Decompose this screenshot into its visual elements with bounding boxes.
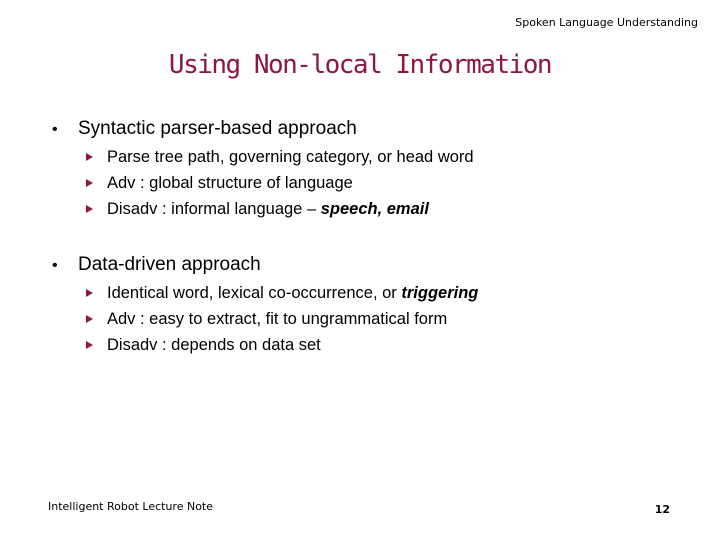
sub-bullet-text: Adv : easy to extract, fit to ungrammatical form (107, 310, 448, 328)
section-heading: Syntactic parser-based approach (78, 118, 357, 139)
triangle-bullet-icon (86, 341, 93, 349)
sub-bullet-emphasis: speech, email (320, 200, 429, 218)
section-data-driven (52, 254, 478, 362)
footer-note: Intelligent Robot Lecture Note (48, 500, 214, 513)
sub-bullet (86, 200, 474, 226)
sub-bullet-text: Identical word, lexical co-occurrence, or (107, 284, 397, 302)
slide-title: Using Non-local Information (168, 50, 552, 80)
section-heading: Data-driven approach (78, 254, 261, 275)
triangle-bullet-icon (86, 153, 93, 161)
sub-bullet-text: Disadv : informal language – (107, 200, 317, 218)
bullet-dot: • (52, 257, 58, 274)
triangle-bullet-icon (86, 205, 93, 213)
sub-bullet (86, 336, 478, 362)
page-number: 12 (654, 503, 670, 516)
sub-bullet (86, 174, 474, 200)
sub-bullet-text: Parse tree path, governing category, or head word (107, 148, 474, 166)
sub-bullet-text: Adv : global structure of language (107, 174, 353, 192)
sub-bullet-list (86, 284, 478, 362)
triangle-bullet-icon (86, 315, 93, 323)
triangle-bullet-icon (86, 179, 93, 187)
bullet-dot: • (52, 121, 58, 138)
sub-bullet (86, 284, 478, 310)
sub-bullet-text: Disadv : depends on data set (107, 336, 321, 354)
sub-bullet-emphasis: triggering (401, 284, 479, 302)
sub-bullet-list (86, 148, 474, 226)
slide-header: Spoken Language Understanding (515, 16, 698, 29)
sub-bullet (86, 310, 478, 336)
section-syntactic (52, 118, 474, 226)
triangle-bullet-icon (86, 289, 93, 297)
sub-bullet (86, 148, 474, 174)
